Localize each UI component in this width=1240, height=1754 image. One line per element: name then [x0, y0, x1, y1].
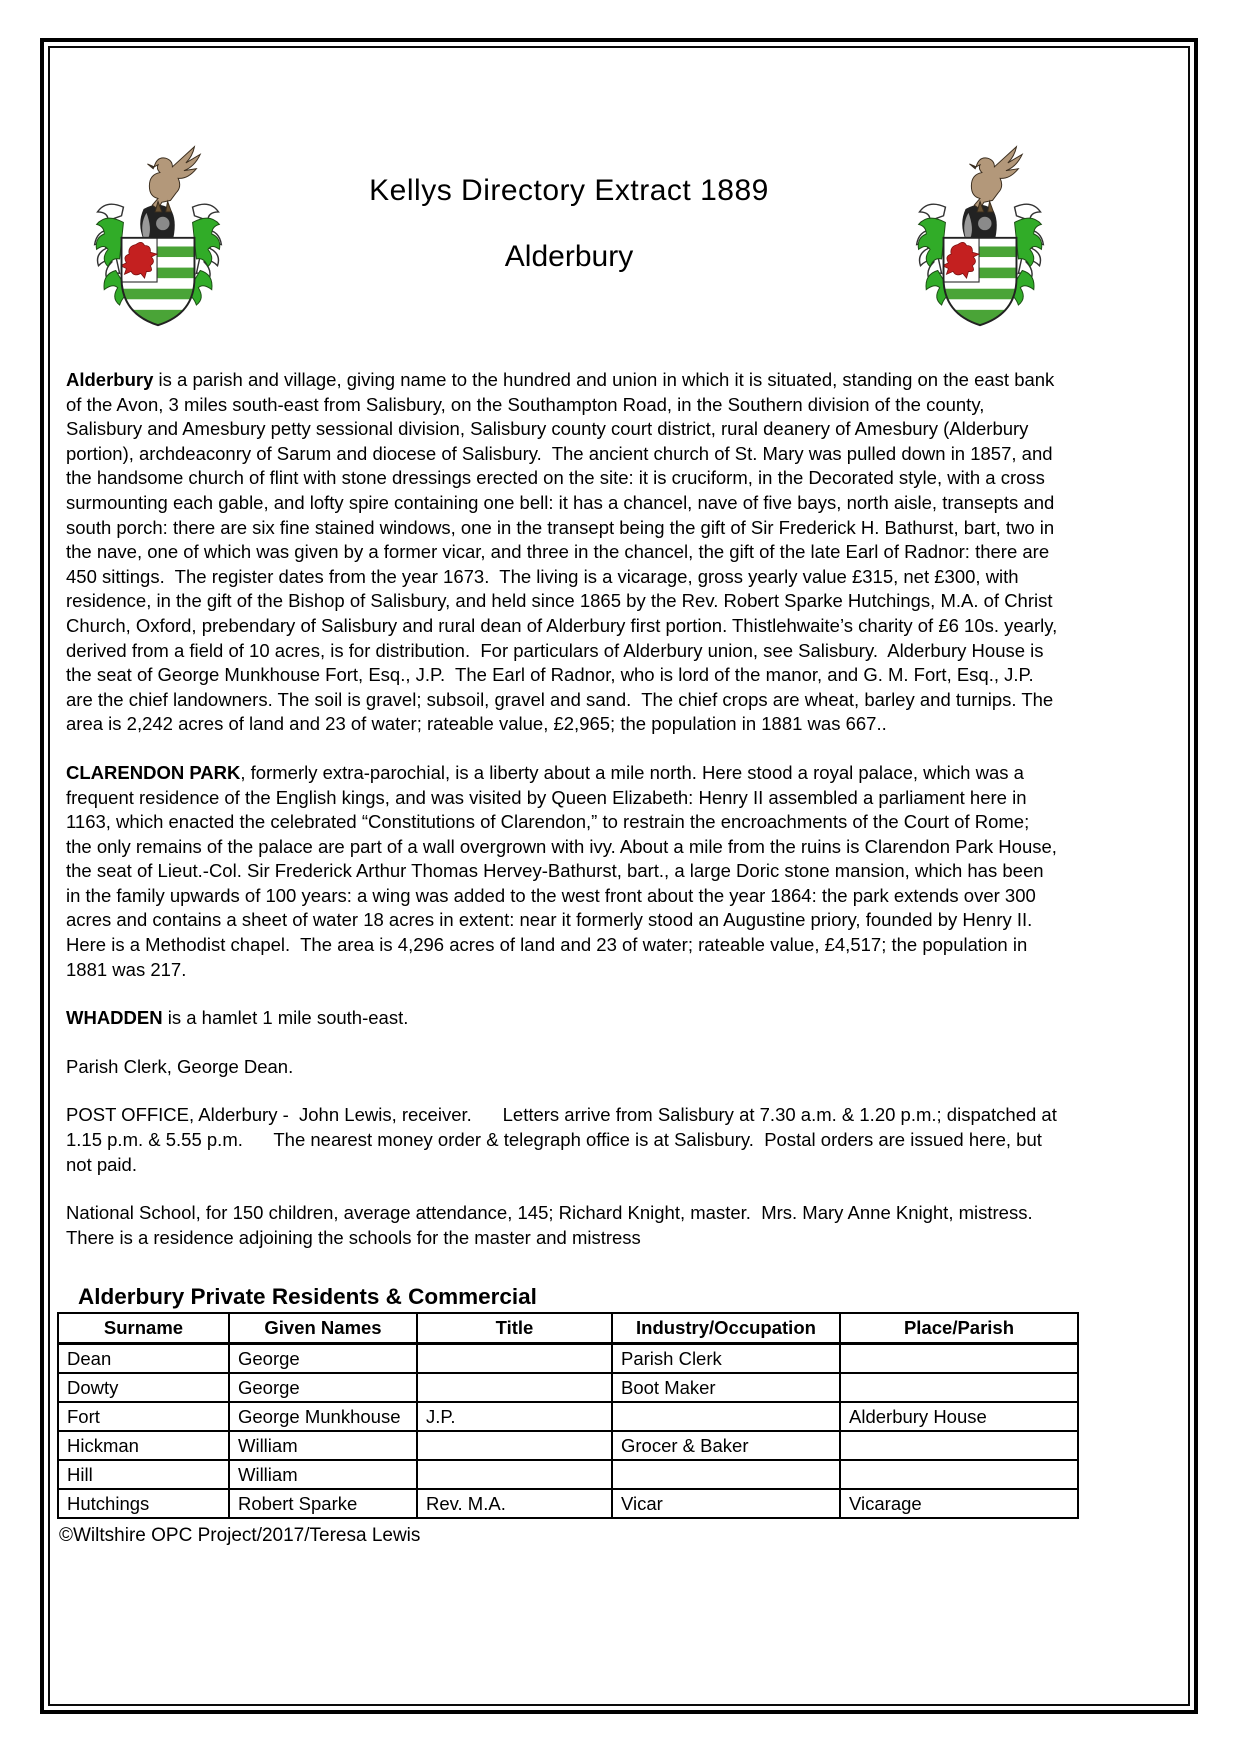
page-subtitle: Alderbury — [504, 240, 634, 273]
page-outer-border — [40, 38, 1198, 1714]
cell-given-names: William — [229, 1460, 417, 1489]
cell-given-names: George — [229, 1344, 417, 1374]
copyright-line: ©Wiltshire OPC Project/2017/Teresa Lewis — [59, 1525, 421, 1547]
cell-given-names: George — [229, 1373, 417, 1402]
coat-of-arms-icon-left — [90, 138, 226, 330]
cell-surname: Dean — [58, 1344, 229, 1374]
cell-occupation — [612, 1460, 840, 1489]
table-row — [58, 1344, 1078, 1374]
paragraph-alderbury — [66, 368, 1063, 737]
column-header-given-names: Given Names — [229, 1313, 417, 1344]
cell-surname: Hickman — [58, 1431, 229, 1460]
cell-occupation: Grocer & Baker — [612, 1431, 840, 1460]
column-header-surname: Surname — [58, 1313, 229, 1344]
page-inner-border — [48, 46, 1190, 1706]
table-row — [58, 1402, 1078, 1431]
table-row — [58, 1489, 1078, 1518]
paragraph-whadden — [66, 1006, 1058, 1031]
residents-table — [57, 1312, 1079, 1519]
cell-place — [840, 1344, 1078, 1374]
paragraph-clarendon-lead: CLARENDON PARK — [66, 761, 241, 783]
column-header-title: Title — [417, 1313, 612, 1344]
paragraph-whadden-lead: WHADDEN — [66, 1007, 163, 1029]
column-header-place-parish: Place/Parish — [840, 1313, 1078, 1344]
cell-surname: Hutchings — [58, 1489, 229, 1518]
table-header-row — [58, 1313, 1078, 1344]
cell-place: Alderbury House — [840, 1402, 1078, 1431]
paragraph-whadden-text: is a hamlet 1 mile south-east. — [162, 1007, 409, 1029]
column-header-industry-occupation: Industry/Occupation — [612, 1313, 840, 1344]
cell-title: J.P. — [417, 1402, 612, 1431]
document-header — [50, 138, 1188, 330]
paragraph-clarendon-park — [66, 761, 1063, 982]
cell-surname: Dowty — [58, 1373, 229, 1402]
cell-occupation — [612, 1402, 840, 1431]
falcon-crest — [147, 147, 200, 212]
cell-title — [417, 1373, 612, 1402]
page-title: Kellys Directory Extract 1889 — [369, 174, 769, 207]
cell-place — [840, 1431, 1078, 1460]
paragraph-national-school: National School, for 150 children, average attendance, 145; Richard Knight, master. Mrs. Mary Anne Knight, mistress. There is a residence adjoining the schools for the master and mistress — [66, 1202, 1043, 1248]
cell-occupation: Vicar — [612, 1489, 840, 1518]
cell-place — [840, 1460, 1078, 1489]
cell-given-names: George Munkhouse — [229, 1402, 417, 1431]
cell-title — [417, 1344, 612, 1374]
cell-surname: Fort — [58, 1402, 229, 1431]
cell-given-names: Robert Sparke — [229, 1489, 417, 1518]
cell-occupation: Boot Maker — [612, 1373, 840, 1402]
table-row — [58, 1373, 1078, 1402]
cell-place — [840, 1373, 1078, 1402]
coat-of-arms-icon-right — [912, 138, 1048, 330]
cell-place: Vicarage — [840, 1489, 1078, 1518]
cell-title: Rev. M.A. — [417, 1489, 612, 1518]
table-row — [58, 1431, 1078, 1460]
cell-title — [417, 1431, 612, 1460]
paragraph-post-office: POST OFFICE, Alderbury - John Lewis, receiver. Letters arrive from Salisbury at 7.30 a.m. & 1.20 p.m.; dispatched at 1.15 p.m. & 5.55 p.m. The nearest money order & telegraph office is at Salisbury. Postal orders are issued here, but not paid. — [66, 1104, 1062, 1175]
document-body — [66, 368, 1063, 1250]
title-block — [226, 138, 912, 274]
shield-barry — [121, 238, 195, 330]
table-row — [58, 1460, 1078, 1489]
cell-title — [417, 1460, 612, 1489]
paragraph-alderbury-lead: Alderbury — [66, 369, 154, 390]
residents-table-heading: Alderbury Private Residents & Commercial — [78, 1284, 537, 1310]
paragraph-alderbury-text: is a parish and village, giving name to the hundred and union in which it is situated, standing on the east bank of the Avon, 3 miles south-east from Salisbury, on the Southampton Road, in the Southern division of the county, Salisbury and Amesbury petty sessional division, Salisbury county court district, rural deanery of Amesbury (Alderbury portion), archdeaconry of Sarum and diocese of Salisbury. The ancient church of St. Mary was pulled down in 1857, and the handsome church of flint with stone dressings erected on the site: it is cruciform, in the Decorated style, with a cross surmounting each gable, and lofty spire containing one bell: it has a chancel, nave of five bays, north aisle, transepts and south porch: there are six fine stained windows, one in the transept being the gift of Sir Frederick H. Bathurst, bart, two in the nave, one of which was given by a former vicar, and three in the chancel, the gift of the late Earl of Radnor: there are 450 sittings. The register dates from the year 1673. The living is a vicarage, gross yearly value £315, net £300, with residence, in the gift of the Bishop of Salisbury, and held since 1865 by the Rev. Robert Sparke Hutchings, M.A. of Christ Church, Oxford, prebendary of Salisbury and rural dean of Alderbury first portion. Thistlehwaite’s charity of £6 10s. yearly, derived from a field of 10 acres, is for distribution. For particulars of Alderbury union, see Salisbury. Alderbury House is the seat of George Munkhouse Fort, Esq., J.P. The Earl of Radnor, who is lord of the manor, and G. M. Fort, Esq., J.P. are the chief landowners. The soil is gravel; subsoil, gravel and sand. The chief crops are wheat, barley and turnips. The area is 2,242 acres of land and 23 of water; rateable value, £2,965; the population in 1881 was 667.. — [66, 369, 1063, 735]
paragraph-parish-clerk: Parish Clerk, George Dean. — [66, 1055, 294, 1077]
cell-given-names: William — [229, 1431, 417, 1460]
paragraph-clarendon-text: , formerly extra-parochial, is a liberty about a mile north. Here stood a royal palace, which was a frequent residence of the English kings, and was visited by Queen Elizabeth: Henry II assembled a parliament here in 1163, which enacted the celebrated “Constitutions of Clarendon,” to restrain the encroachments of the Court of Rome; the only remains of the palace are part of a wall overgrown with ivy. About a mile from the ruins is Clarendon Park House, the seat of Lieut.-Col. Sir Frederick Arthur Thomas Hervey-Bathurst, bart., a large Doric stone mansion, which has been in the family upwards of 100 years: a wing was added to the west front about the year 1864: the park extends over 300 acres and contains a sheet of water 18 acres in extent: near it formerly stood an Augustine priory, founded by Henry II. Here is a Methodist chapel. The area is 4,296 acres of land and 23 of water; rateable value, £4,517; the population in 1881 was 217. — [66, 761, 1063, 980]
cell-surname: Hill — [58, 1460, 229, 1489]
cell-occupation: Parish Clerk — [612, 1344, 840, 1374]
